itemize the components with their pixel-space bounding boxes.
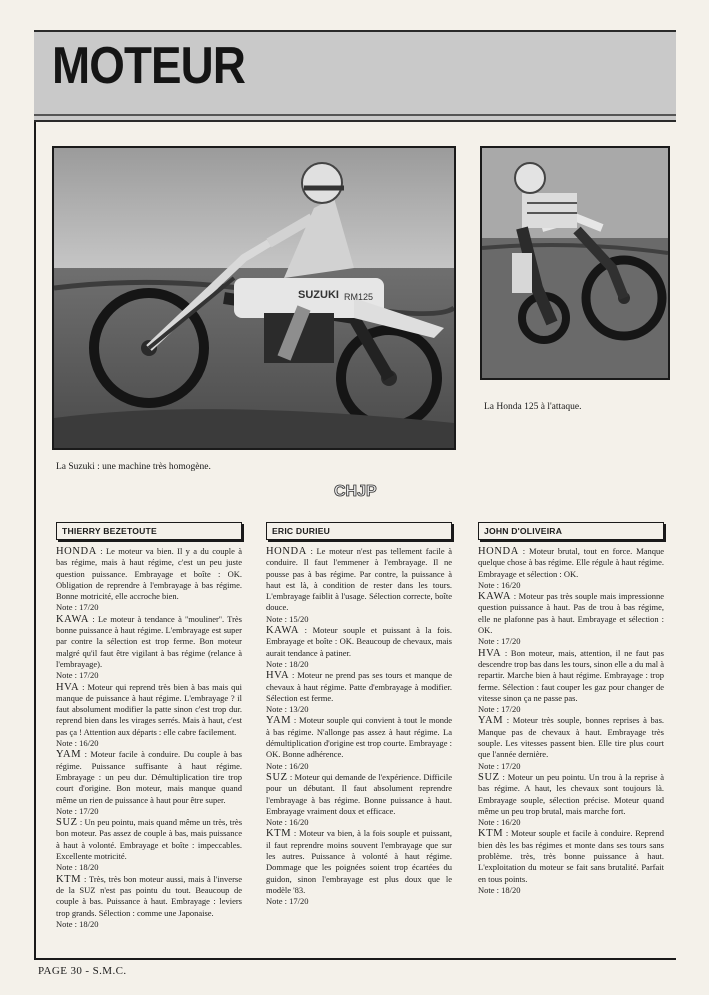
logo-text: CHJP [334,483,377,500]
review-text: : Un peu pointu, mais quand même un très, très bon moteur. Pas assez de couple à bas, mais puissance à haut à volonté. Embrayage et boîte : impeccables. Excellente motricité. [56,817,242,862]
score-note: Note : 17/20 [478,760,521,771]
column-durieu [266,522,452,908]
brand-name: YAM [478,715,504,727]
caption-honda: La Honda 125 à l'attaque. [484,402,582,412]
column-body [56,546,242,930]
review-text: : Moteur qui reprend très bien à bas mais qui manque de puissance à haut régime. L'embrayage ? il faut absolument modifier la patte sinon c'est trop dur. reprend bien dans les virages serrés. Mais à haut, c'est pas ça ! Attention aux départs : elle cabre facilement. [56,681,242,737]
review-entry [266,715,452,771]
column-oliveira [478,522,664,896]
plate-text: RM125 [344,292,374,302]
review-entry [56,614,242,682]
score-note: Note : 18/20 [56,862,99,873]
review-entry [478,546,664,591]
brand-name: HONDA [266,546,307,557]
brand-name: YAM [266,715,292,727]
review-text: : Moteur souple et facile à conduire. Reprend bien dès les bas régimes et monte dans ses tours sans problème. très, très bonne puissance à haut. L'exploitation du moteur se fait sans brutalité. Parfait en tous points. [478,828,664,884]
review-text: : Moteur un peu pointu. Un trou à la reprise à bas régime. A haut, les chevaux sont toujours là. Embrayage souple, sélection précise. Moteur quand même un peu trop brutal, mais marche fort. [478,771,664,816]
suzuki-photo-image [54,148,454,448]
score-note: Note : 16/20 [266,760,309,771]
review-text: : Très, très bon moteur aussi, mais à l'inverse de la SUZ n'est pas pointu du tout. Beaucoup de couple à bas. Puissance à haut. Embrayage : leviers trop grands. Sélection : comme une Japonaise. [56,873,242,918]
review-text: : Moteur ne prend pas ses tours et manque de chevaux à haut régime. Patte d'embrayage à modifier. Sélection est ferme. [266,670,452,703]
page-left-rule [34,118,36,960]
honda-photo [480,146,670,380]
score-note: Note : 17/20 [56,602,99,613]
review-text: : Moteur qui demande de l'expérience. Difficile pour un débutant. Il faut absolument reprendre l'embrayage à bas régime. Bonne puissance à haut. Embrayage vraiment doux et efficace. [266,771,452,816]
brand-name: HVA [56,681,80,693]
section-header [34,30,676,122]
score-note: Note : 18/20 [478,884,521,895]
review-entry [56,874,242,930]
honda-photo-image [482,148,668,378]
review-entry [56,682,242,750]
review-entry [478,828,664,896]
column-author: THIERRY BEZETOUTE [56,522,242,540]
brand-name: KAWA [266,625,300,637]
review-text: : Moteur souple et puissant à la fois. Embrayage et boîte : OK. Beaucoup de chevaux, mais aurait tendance à patiner. [266,625,452,658]
review-entry [266,625,452,670]
brand-name: SUZ [478,771,500,783]
review-entry [478,648,664,716]
brand-name: HONDA [56,546,97,557]
review-text: : Le moteur n'est pas tellement facile à conduire. Il faut l'emmener à l'embrayage. Il ne pousse pas à bas régime. Par contre, la puissance à haut est là, à condition de rester dans les tours. L'embrayage faiblit à l'usage. Sélection correcte, boîte douce. [266,546,452,613]
review-entry [56,546,242,614]
brand-name: HVA [478,647,502,659]
score-note: Note : 16/20 [266,817,309,828]
brand-name: KTM [266,828,292,840]
score-note: Note : 17/20 [56,805,99,816]
column-body [266,546,452,908]
score-note: Note : 18/20 [56,918,99,929]
score-note: Note : 18/20 [266,658,309,669]
review-text: : Moteur très souple, bonnes reprises à bas. Manque pas de chevaux à haut. Embrayage très souple. Les vitesses passent bien. Elle tire plus court que l'année dernière. [478,715,664,760]
suzuki-text: SUZUKI [298,289,339,301]
review-entry [478,772,664,828]
brand-name: KAWA [56,613,90,625]
review-text: : Moteur souple qui convient à tout le monde à bas régime. N'allonge pas assez à haut régime. La démultiplication d'origine est trop courte. Embrayage : OK. Bonne adhérence. [266,715,452,760]
review-text: : Moteur pas très souple mais impressionne question puissance à haut. Pas de trou à bas régime, elle ne plafonne pas à haut. Embrayage et sélection : OK. [478,591,664,636]
header-rule [34,114,676,116]
score-note: Note : 17/20 [56,670,99,681]
caption-suzuki: La Suzuki : une machine très homogène. [56,462,211,472]
review-entry [56,749,242,817]
suzuki-photo [52,146,456,450]
brand-name: KTM [56,873,82,885]
review-entry [266,828,452,907]
review-text: : Le moteur à tendance à ''mouliner''. Très bonne puissance à haut régime. L'embrayage est super par contre la sélection est trop ferme. Bon moteur malgré qu'il faut être vigilant à bas régime (relance à l'embrayage). [56,613,242,669]
score-note: Note : 17/20 [266,896,309,907]
brand-name: SUZ [266,771,288,783]
column-author: JOHN D'OLIVEIRA [478,522,664,540]
brand-name: KTM [478,828,504,840]
review-entry [266,670,452,715]
column-author: ERIC DURIEU [266,522,452,540]
brand-name: HONDA [478,546,519,557]
brand-name: HVA [266,670,290,682]
page-footer: PAGE 30 - S.M.C. [38,965,127,977]
review-entry [266,546,452,625]
review-text: : Le moteur va bien. Il y a du couple à bas régime, mais à haut régime, c'est un peu juste question puissance. Embrayage et boîte : OK. Obligation de reprendre à l'embrayage à bas régime. Bonne motricité, elle accroche bien. [56,546,242,602]
review-entry [56,817,242,873]
footer-rule [34,958,676,960]
score-note: Note : 17/20 [478,636,521,647]
review-text: : Bon moteur, mais, attention, il ne faut pas descendre trop bas dans les tours, sinon elle a du mal à repartir. Marche bien à haut régime. Embrayage : trop ferme. Sélection : faut couper les gaz pour changer de vitesse sinon ça ne passe pas. [478,647,665,703]
brand-name: YAM [56,749,82,761]
column-bezetoute [56,522,242,930]
score-note: Note : 16/20 [56,738,99,749]
page-title: MOTEUR [52,37,246,95]
score-note: Note : 17/20 [478,704,521,715]
score-note: Note : 16/20 [478,579,521,590]
column-body [478,546,664,896]
brand-name: SUZ [56,817,78,829]
score-note: Note : 13/20 [266,704,309,715]
brand-name: KAWA [478,591,512,603]
review-entry [266,772,452,828]
review-text: : Moteur va bien, à la fois souple et puissant, il faut reprendre moins souvent l'embrayage que sur les autres. Puissance à volonté à haut régime. Dommage que les poignées soient trop écartées du guidon, sinon l'embrayage est plus doux que le modèle '83. [266,828,452,895]
score-note: Note : 15/20 [266,613,309,624]
score-note: Note : 16/20 [478,817,521,828]
review-text: : Moteur brutal, tout en force. Manque quelque chose à bas régime. Elle régule à haut régime. Embrayage et sélection : OK. [478,546,664,579]
publisher-logo [330,474,378,514]
review-entry [478,591,664,647]
review-text: : Moteur facile à conduire. Du couple à bas régime. Puissance suffisante à haut régime. Embrayage : un peu dur. Démultiplication tire trop court d'origine. Bon moteur, mais manque quand même un rien de puissance à haut pour être super. [56,749,242,805]
review-entry [478,715,664,771]
